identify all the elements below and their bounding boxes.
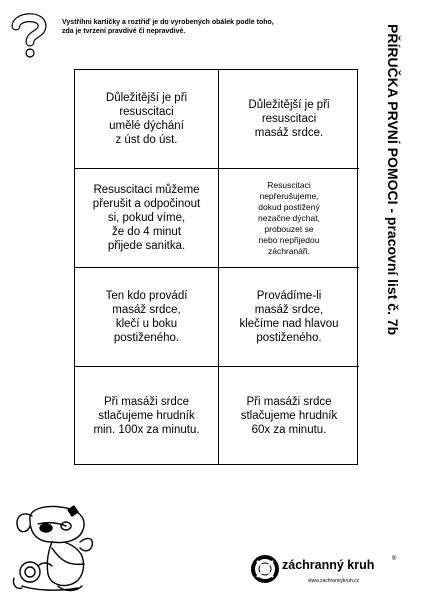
instruction-text: [62, 18, 362, 36]
logo-url: www.zachrannykruh.cz: [308, 578, 360, 584]
card-line: min. 100x za minutu.: [93, 423, 200, 436]
worksheet-title-text: PŘÍRUČKA PRVNÍ POMOCI - pracovní list č. 7b: [385, 24, 401, 336]
card-1[interactable]: [75, 70, 219, 169]
logo-name: záchranný kruh: [282, 558, 375, 572]
lifebuoy-icon: [250, 554, 280, 584]
registered-mark: ®: [392, 556, 397, 562]
card-line: nebo nepřijedou: [258, 234, 320, 245]
card-line: z úst do úst.: [115, 134, 178, 146]
worksheet-title: [374, 12, 414, 572]
card-text: [241, 395, 338, 437]
card-line: Ten kdo provádí: [105, 290, 188, 302]
question-mark-icon: [8, 12, 50, 60]
card-line: Při masáži srdce: [103, 395, 189, 408]
card-line: Resuscitaci: [267, 179, 311, 190]
card-line: resuscitaci: [119, 106, 174, 118]
card-line: umělé dýchání: [109, 120, 184, 132]
card-line: masáž srdce.: [254, 127, 324, 139]
card-line: přerušit a odpočinout: [92, 198, 201, 210]
card-text: [93, 183, 200, 253]
card-line: dokud postižený: [258, 201, 320, 212]
card-text: [93, 395, 199, 437]
card-4[interactable]: [219, 169, 359, 268]
card-line: stlačujeme hrudník: [240, 409, 338, 422]
card-line: masáž srdce,: [112, 304, 181, 316]
card-line: klečíme nad hlavou: [239, 318, 339, 330]
card-line: Důležitější je při: [105, 92, 188, 104]
card-text: [106, 289, 188, 345]
dog-mascot-icon: [8, 502, 104, 594]
card-5[interactable]: [75, 268, 219, 367]
zachranny-kruh-logo: [250, 552, 400, 596]
card-line: postiženého.: [113, 332, 180, 344]
card-3[interactable]: [75, 169, 219, 268]
card-text: [239, 289, 338, 345]
card-line: záchranáři.: [267, 245, 311, 256]
card-line: nepřerušujeme,: [259, 190, 319, 201]
card-line: klečí u boku: [115, 318, 178, 330]
card-line: Resuscitaci můžeme: [93, 184, 200, 196]
card-2[interactable]: [219, 70, 359, 169]
card-line: Důležitější je při: [248, 99, 330, 111]
card-line: přijede sanitka.: [107, 240, 186, 252]
card-line: že do 4 minut: [111, 226, 182, 238]
card-line: Při masáži srdce: [246, 395, 332, 408]
card-7[interactable]: [75, 367, 219, 464]
card-line: probouzet se: [264, 223, 314, 234]
card-text: [248, 98, 329, 140]
card-line: masáž srdce,: [254, 304, 324, 316]
card-text: [106, 91, 187, 147]
card-grid: [74, 69, 358, 465]
card-line: si, pokud víme,: [107, 212, 186, 224]
card-line: stlačujeme hrudník: [98, 409, 195, 422]
card-line: nezačne dýchat,: [258, 212, 320, 223]
card-line: Provádíme-li: [256, 290, 322, 302]
card-line: postiženého.: [256, 332, 322, 344]
instruction-line-2: zda je tvrzení pravdivé či nepravdivé.: [62, 28, 186, 35]
card-text: [258, 180, 320, 257]
card-line: 60x za minutu.: [251, 423, 327, 436]
card-6[interactable]: [219, 268, 359, 367]
card-line: resuscitaci: [261, 113, 317, 125]
instruction-line-1: Vystříhni kartičky a roztřiď je do vyrobených obálek podle toho,: [62, 19, 274, 26]
card-8[interactable]: [219, 367, 359, 464]
